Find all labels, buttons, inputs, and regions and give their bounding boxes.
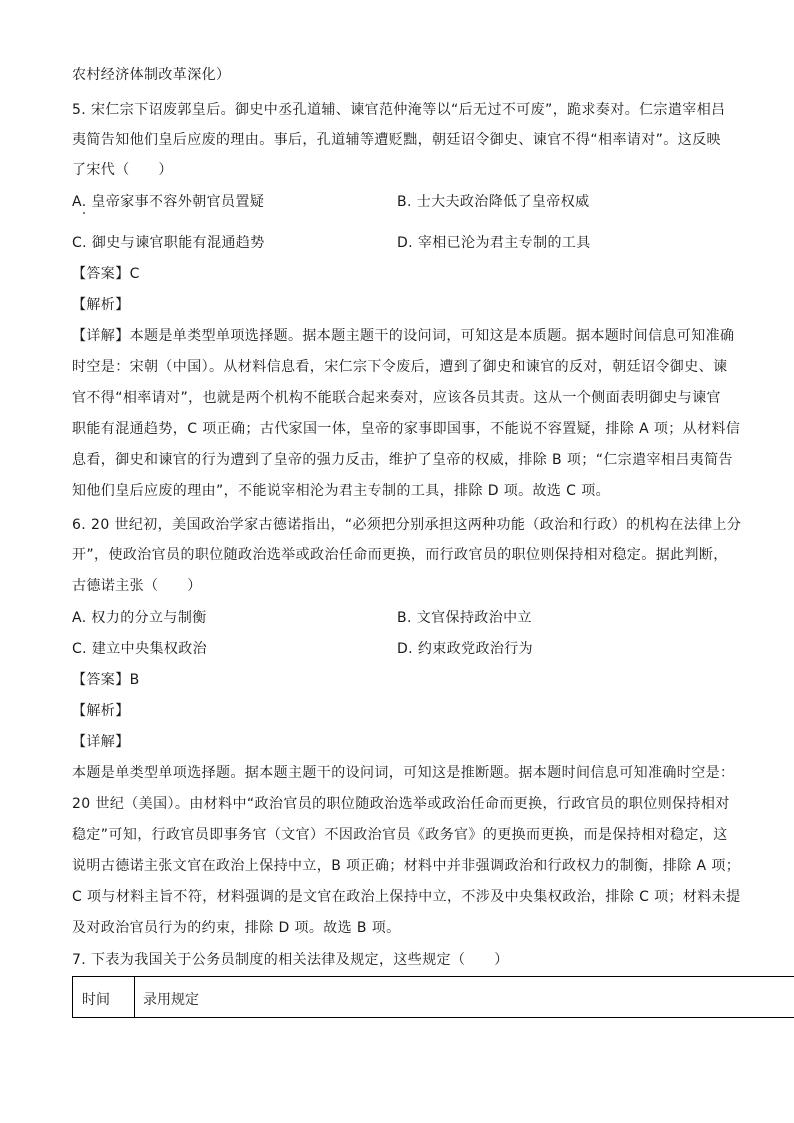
explanation-line: 稳定”可知，行政官员即事务官（文官）不因政治官员《政务官》的更换而更换，而是保持相对稳定，这 (72, 827, 728, 843)
text-line: 农村经济体制改革深化） (72, 67, 231, 83)
question-7-stem: 7. 下表为我国关于公务员制度的相关法律及规定，这些规定（ ） (72, 952, 509, 968)
option-c: C. 御史与谏官职能有混通趋势 (72, 235, 265, 251)
explanation-line: 息看，御史和谏官的行为遭到了皇帝的强力反击，维护了皇帝的权威，排除 B 项；“仁宗遣宰相吕夷简告 (72, 452, 733, 468)
regulation-table (72, 976, 794, 1018)
question-6-stem: 6. 20 世纪初，美国政治学家古德诺指出，“必须把分别承担这两种功能（政治和行政）的机构在法律上分 (72, 517, 742, 533)
explanation-line: 知他们皇后应废的理由”，不能说宰相沦为君主专制的工具，排除 D 项。故选 C 项。 (72, 483, 611, 499)
ink-dot (83, 212, 85, 214)
answer-label: 【答案】C (72, 266, 140, 282)
explanation-line: 20 世纪（美国）。由材料中“政治官员的职位随政治选举或政治任命而更换，行政官员的职位则保持相对 (72, 796, 730, 812)
option-d: D. 约束政党政治行为 (397, 641, 534, 657)
explanation-line: C 项与材料主旨不符，材料强调的是文官在政治上保持中立，不涉及中央集权政治，排除 C 项；材料未提 (72, 889, 741, 905)
option-a: A. 权力的分立与制衡 (72, 610, 207, 626)
question-5-stem: 5. 宋仁宗下诏废郭皇后。御史中丞孔道辅、谏官范仲淹等以“后无过不可废”，跪求奏对。仁宗遣宰相吕 (72, 102, 726, 118)
explanation-line: 职能有混通趋势，C 项正确；古代家国一体，皇帝的家事即国事，不能说不容置疑，排除 A 项；从材料信 (72, 421, 741, 437)
detail-label: 【详解】 (72, 734, 130, 750)
answer-label: 【答案】B (72, 672, 140, 688)
question-5-stem: 夷简告知他们皇后应废的理由。事后，孔道辅等遭贬黜，朝廷诏令御史、谏官不得“相率请对”。这反映 (72, 132, 721, 148)
option-b: B. 文官保持政治中立 (397, 610, 532, 626)
explanation-line: 【详解】本题是单类型单项选择题。据本题主题干的设问词，可知这是本质题。据本题时间信息可知准确 (72, 328, 735, 344)
question-6-stem: 开”，使政治官员的职位随政治选举或政治任命而更换，而行政官员的职位则保持相对稳定。据此判断， (72, 547, 728, 563)
question-6-stem: 古德诺主张（ ） (72, 578, 202, 594)
table-header-time: 时间 (73, 977, 135, 1017)
explanation-line: 本题是单类型单项选择题。据本题主题干的设问词，可知这是推断题。据本题时间信息可知准确时空是： (72, 765, 735, 781)
explanation-line: 时空是：宋朝（中国）。从材料信息看，宋仁宗下令废后，遭到了御史和谏官的反对，朝廷诏令御史、谏 (72, 359, 728, 375)
question-5-stem: 了宋代（ ） (72, 162, 173, 178)
explanation-line: 及对政治官员行为的约束，排除 D 项。故选 B 项。 (72, 920, 401, 936)
option-d: D. 宰相已沦为君主专制的工具 (397, 235, 591, 251)
analysis-label: 【解析】 (72, 297, 130, 313)
option-c: C. 建立中央集权政治 (72, 641, 208, 657)
analysis-label: 【解析】 (72, 703, 130, 719)
option-b: B. 士大夫政治降低了皇帝权威 (397, 194, 590, 210)
explanation-line: 官不得“相率请对”，也就是两个机构不能联合起来奏对，应该各员其责。这从一个侧面表明御史与谏官 (72, 390, 721, 406)
option-a: A. 皇帝家事不容外朝官员置疑 (72, 194, 265, 210)
table-header-rules: 录用规定 (143, 992, 199, 1008)
explanation-line: 说明古德诺主张文官在政治上保持中立，B 项正确；材料中并非强调政治和行政权力的制衡，排除 A 项； (72, 858, 741, 874)
